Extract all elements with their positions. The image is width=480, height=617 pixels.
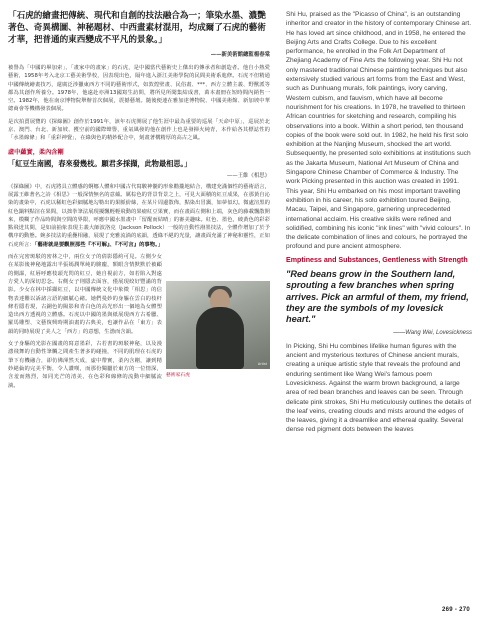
en-poem-source: ——Wang Wei, Lovesickness xyxy=(393,329,472,336)
artist-photo-tag: Artist xyxy=(257,362,267,367)
zh-paragraph-closing: 女子身驅的光影在國畫的寫意墨彩，古若書的斑駁神秘，以及漫漶飛舞的自動性筆觸之間產生著多的碰撞，不同的肌理在石虎的筆下有機融合，卻仿佛渾然天成，虛中帶實，柔內含剛，讓到精妙絕倫的完美平衡，令人讚嘆，而那份獨屬於東方的一位情深，含羞而熱烈，如同光芒的清美，在色彩和線條的流動中細膩流淌。 xyxy=(8,341,162,389)
zh-lead-quote: 「石虎的繪畫把傳統、現代和自創的技法融合為一；筆染水墨、濃艷著色、奇異構圖、神秘題材、中西畫素材混用，均成爾了石虎的藝術才華，把普通的東西變成不平凡的景象。」 xyxy=(8,11,266,45)
zh-paragraph-analysis-text: 《探綠圖》中，石虎將具立體感的婀娜人體和中國古代寫駿神髓的形象勸攏地結合，構建充滿個性的藝術語言，展露王維著名之詩《相思》一般深情無名的意蘊。厲棕色的背景背景之上，可見大面積的紅豆成果，在那黃自沁染的畫染中，石虎以稀虹色彩細膩地勾勒出的果脈紛絲，在某片周邊散佈，點染出冒靄，如夢似幻。微處渲黑的紅色鍋料點渲在果間，以拙拳筆法展現擾飄輕輕飛動的果瘤紅豆果實，而在畫面左側和上端，灰色的藤載飄散開來，模糊了作品時間與空間的界限，呼應中國水墨畫中「留醒而結晴」的審美趣味。紅色、墨色，破黃色的彩彩點飛迸其間，是如前抽象表現主義大師波洛克（Jackson Pollock）一般的自動性潑墨技法，全體作增加了於予構序的動態。婉多技法的重疊相融，展現了充雅流淌的底韻，透綠不絕的光量，讓畫面充滿了神秘和靈性，正如石虎所言： xyxy=(8,183,270,248)
page-numbers: 269 - 270 xyxy=(441,607,470,613)
zh-section-heading: 虛中蘊實，柔內含剛 xyxy=(8,148,64,156)
en-section-heading: Emptiness and Substances, Gentleness with Strength xyxy=(286,255,468,264)
zh-text-photo-row xyxy=(8,253,270,394)
zh-paragraph-artwork: 是次拍賣展覽的《探綠圖》創作於1991年，該年石虎開展了他生涯中最為重要的巡展「天命中原」，巡展於北京、澳門、台北、新加坡、獲空前的國際聲譽，重氣風發的他在創作上也是發揮火純青，本作給各其標誌性的「水墨線條」和「重彩神覺」，在綠與色的精妙配合中，刻畫著構精厚的高古之風。 xyxy=(8,118,270,142)
zh-lead-quote-source: ——新美術館總監楊春棠 xyxy=(210,52,270,58)
chinese-column xyxy=(8,10,270,610)
artist-photo-caption: 藝術家石虎 xyxy=(166,373,190,379)
artist-photo-body xyxy=(196,307,244,369)
en-paragraph-analysis: In Picking, Shi Hu combines lifelike human figures with the ancient and mysterious textures of Chinese ancient murals, creating a unique artistic style that reveals the profound and enduring sentiment like Wang Wei's famous poem Lovesickness. Against the warm brown background, a large area of red bean branches and leaves can be seen. Through delicate pink strokes, Shi Hu meticulously outlines the details of the leaf veins, creating clouds and mists around the edges of the leaves, giving it a dreamlike and ethereal quality. Several dense red pigment dots between the leaves xyxy=(286,342,472,434)
artist-photo xyxy=(166,281,270,369)
english-column xyxy=(286,10,472,600)
zh-paragraph-analysis xyxy=(8,183,270,249)
artist-photo-block xyxy=(166,281,270,394)
zh-paragraph-figures: 而在完密斑駁的密林之中，兩位女子的倩影隱約可見。左側少女在某影後神秘地露出半張嫣潤單純的臉龐，額眼含情默默於被顧的側瀑，紅唇呼應枝頭光閃的紅豆，她自視前方，如若陷入對遠方愛人的深切思念。右側女子則隱去面容，僅展現絞好豐滿的背影。少女在林中採擷紅豆，以中國傳統文化中象徵「相思」的信物表達難以訴諸言語的細膩心緒。她們曼妙的身軀在雲白的枝杆條若隱若現，古銅色的陽影和青白色的高光形出一個地為女體塑造出西方透視的立體感。石虎以中國的墨與紙展現西方古希臘、羅馬雕塑、文藝復興時期油畫的古典美，也讓作品在「東方」表韻的同時展現了美人之「西方」的意想，生渤而含韻。 xyxy=(8,254,162,335)
zh-artist-saying: 「藝術就是要觀照那些『不可解』、『不可言』的事物。」 xyxy=(34,241,164,248)
zh-paragraph-biography xyxy=(8,64,270,114)
zh-poem-quote: 「紅豆生南國，春來發幾枝。願君多採擷，此物最相思。」 xyxy=(8,158,192,168)
en-poem-quote: "Red beans grow in the Southern land, sprouting a few branches when spring arrives. Pick an armful of them, my friend, they are the symbols of my lovesick heart." xyxy=(286,268,469,325)
zh-text-column xyxy=(8,253,162,394)
zh-paragraph-biography-text: 被譽為「中國的畢加索」、「畫家中的畫家」的石虎，是中國當代藝術史上傑出的傳承者和創造者。他自小熱愛藝術，1958年考入北京工藝美術學校，因表現出色，隔年進入浙江美術學院的民間美術系進修。石虎不但精通中國傳統繪畫技巧，還廣泛涉獵東西方不同的藝術形式，如敦煌壁畫、民俗畫、***、西方立體主義、野獸派等都為其創作所養分。1978年，他遠赴亦洲13國寫生訪問，將所見所聞集結成書，萬本畫冊在短時間內銷售一空。1982年，他在南京博物院舉辦首次個展，震撼藝壇。隨後便連在雅加達博物院、中國美術館、新加坡中華總商會等機構發表個展。 xyxy=(8,65,270,113)
en-paragraph-biography: Shi Hu, praised as the "Picasso of China", is an outstanding inheritor and creator in the history of contemporary Chinese art. He has loved art since childhood, and in 1958, he entered the Beijing Arts and Crafts College. Due to his excellent performance, he enrolled in the Folk Art Department of Zhejiang Academy of Fine Arts the following year. Shi Hu not only mastered traditional Chinese painting techniques but also extensively studied various art forms from the East and West, such as Dunhuang murals, folk paintings, ivory carving, Western cubism, and fauvism, which have all become nourishment for his creations. In 1978, he travelled to thirteen African countries for sketching and research, compiling his observations into a book. Within a short period, ten thousand copies of the book were sold out. In 1982, he held his first solo exhibition at the Nanjing Museum, shocked the art world. Subsequently, he presented solo exhibitions at institutions such as the Jakarta Museum, National Art Museum of China and Singapore Chinese Chamber of Commerce & Industry. The work Picking presented in this auction was created in 1991. This year, Shi Hu embarked on his most important travelling exhibition in his career, his solo exhibition toured Beijing, Macau, Taipei, and Singapore, garnering unprecedented international acclaim. His creative skills were refined and solidified, combining his iconic "ink lines" with "vivid colours". In the delicate combination of lines and colours, he portrayed the profound and pure ancient atmosphere. xyxy=(286,11,472,251)
zh-poem-source: ——王維《相思》 xyxy=(226,172,270,179)
